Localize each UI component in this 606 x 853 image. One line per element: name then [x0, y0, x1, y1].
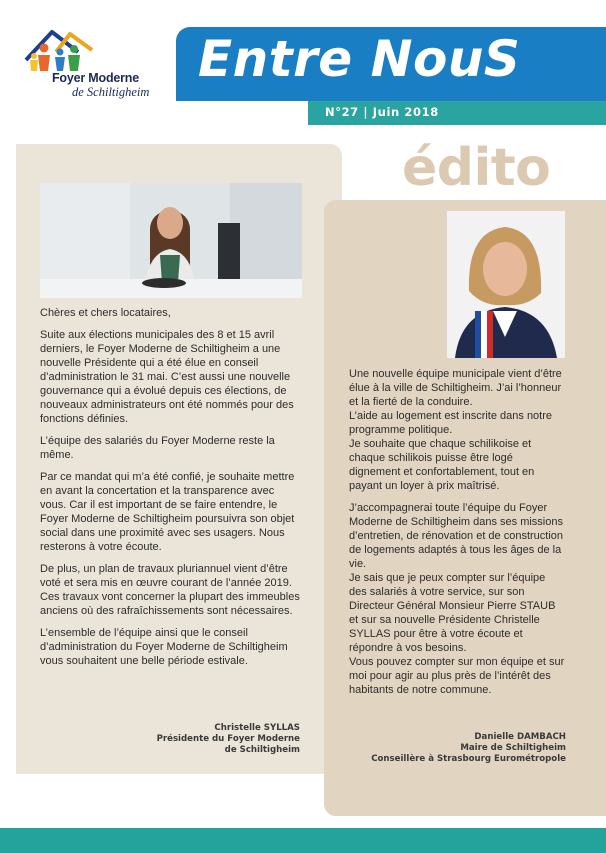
- logo-subtitle: de Schiltigheim: [72, 85, 150, 99]
- paragraph: De plus, un plan de travaux pluriannuel vient d’être voté et sera mis en œuvre courant de l’année 2019. Ces travaux vont concerner la plupart des immeubles anciens où des rafraîchissements sont nécessaires.: [40, 563, 300, 617]
- paragraph: Une nouvelle équipe municipale vient d’être élue à la ville de Schiltigheim. J’ai l’honneur et la fierté de la conduire.: [349, 368, 562, 408]
- paragraph: Suite aux élections municipales des 8 et 15 avril derniers, le Foyer Moderne de Schiltigheim a une nouvelle Présidente qui a été élue en conseil d’administration le 31 mai. C’est aussi une nouvelle gouvernance qui a évolué depuis ces élections, de nouveaux administrateurs ont été nommés pour des fonctions définies.: [40, 329, 294, 425]
- signature-role: Maire de Schiltigheim: [460, 743, 566, 753]
- issue-number: N°27 | Juin 2018: [325, 105, 439, 119]
- logo-roof-figures-icon: [22, 26, 172, 76]
- signature-name: Danielle DAMBACH: [474, 732, 566, 742]
- right-editorial-text: [349, 367, 566, 697]
- paragraph: Je sais que je peux compter sur l’équipe des salariés à votre service, sur son Directeur Général Monsieur Pierre STAUB et sur sa nouvelle Présidente Christelle SYLLAS pour être à votre écoute et répondre à vos besoins.: [349, 572, 556, 654]
- portrait-photo-dambach: [447, 211, 565, 358]
- signature-role: de Schiltigheim: [224, 745, 300, 755]
- signature-syllas: [120, 723, 300, 756]
- newsletter-title: Entre NouS: [198, 30, 521, 88]
- paragraph: Chères et chers locataires,: [40, 307, 171, 319]
- footer-bar: [0, 828, 606, 853]
- signature-dambach: [336, 732, 566, 765]
- logo-name: Foyer Moderne: [52, 71, 139, 85]
- paragraph: L’équipe des salariés du Foyer Moderne reste la même.: [40, 435, 275, 461]
- section-label: édito: [402, 138, 551, 198]
- portrait-photo-syllas: [40, 183, 302, 298]
- paragraph: Je souhaite que chaque schilikoise et chaque schilikois puisse être logé dignement et confortablement, tout en payant un loyer à prix maîtrisé.: [349, 438, 535, 492]
- signature-role: Conseillère à Strasbourg Eurométropole: [371, 754, 566, 764]
- paragraph: L’ensemble de l’équipe ainsi que le conseil d’administration du Foyer Moderne de Schiltigheim vous souhaitent une belle période estivale.: [40, 627, 288, 667]
- paragraph: L’aide au logement est inscrite dans notre programme politique.: [349, 410, 553, 436]
- paragraph: Par ce mandat qui m’a été confié, je souhaite mettre en avant la concertation et la transparence avec vous. Car il est important de se faire entendre, le Foyer Moderne de Schiltigheim poursuivra son objet social dans une proximité avec ses usagers. Nous resterons à votre écoute.: [40, 471, 295, 553]
- signature-name: Christelle SYLLAS: [214, 723, 300, 733]
- paragraph: Vous pouvez compter sur mon équipe et sur moi pour agir au plus près de l’intérêt des habitants de notre commune.: [349, 656, 565, 696]
- paragraph: J’accompagnerai toute l’équipe du Foyer Moderne de Schiltigheim dans ses missions d’entretien, de rénovation et de construction de logements adaptés à tous les âges de la vie.: [349, 502, 564, 570]
- left-editorial-text: [40, 306, 302, 668]
- signature-role: Présidente du Foyer Moderne: [156, 734, 300, 744]
